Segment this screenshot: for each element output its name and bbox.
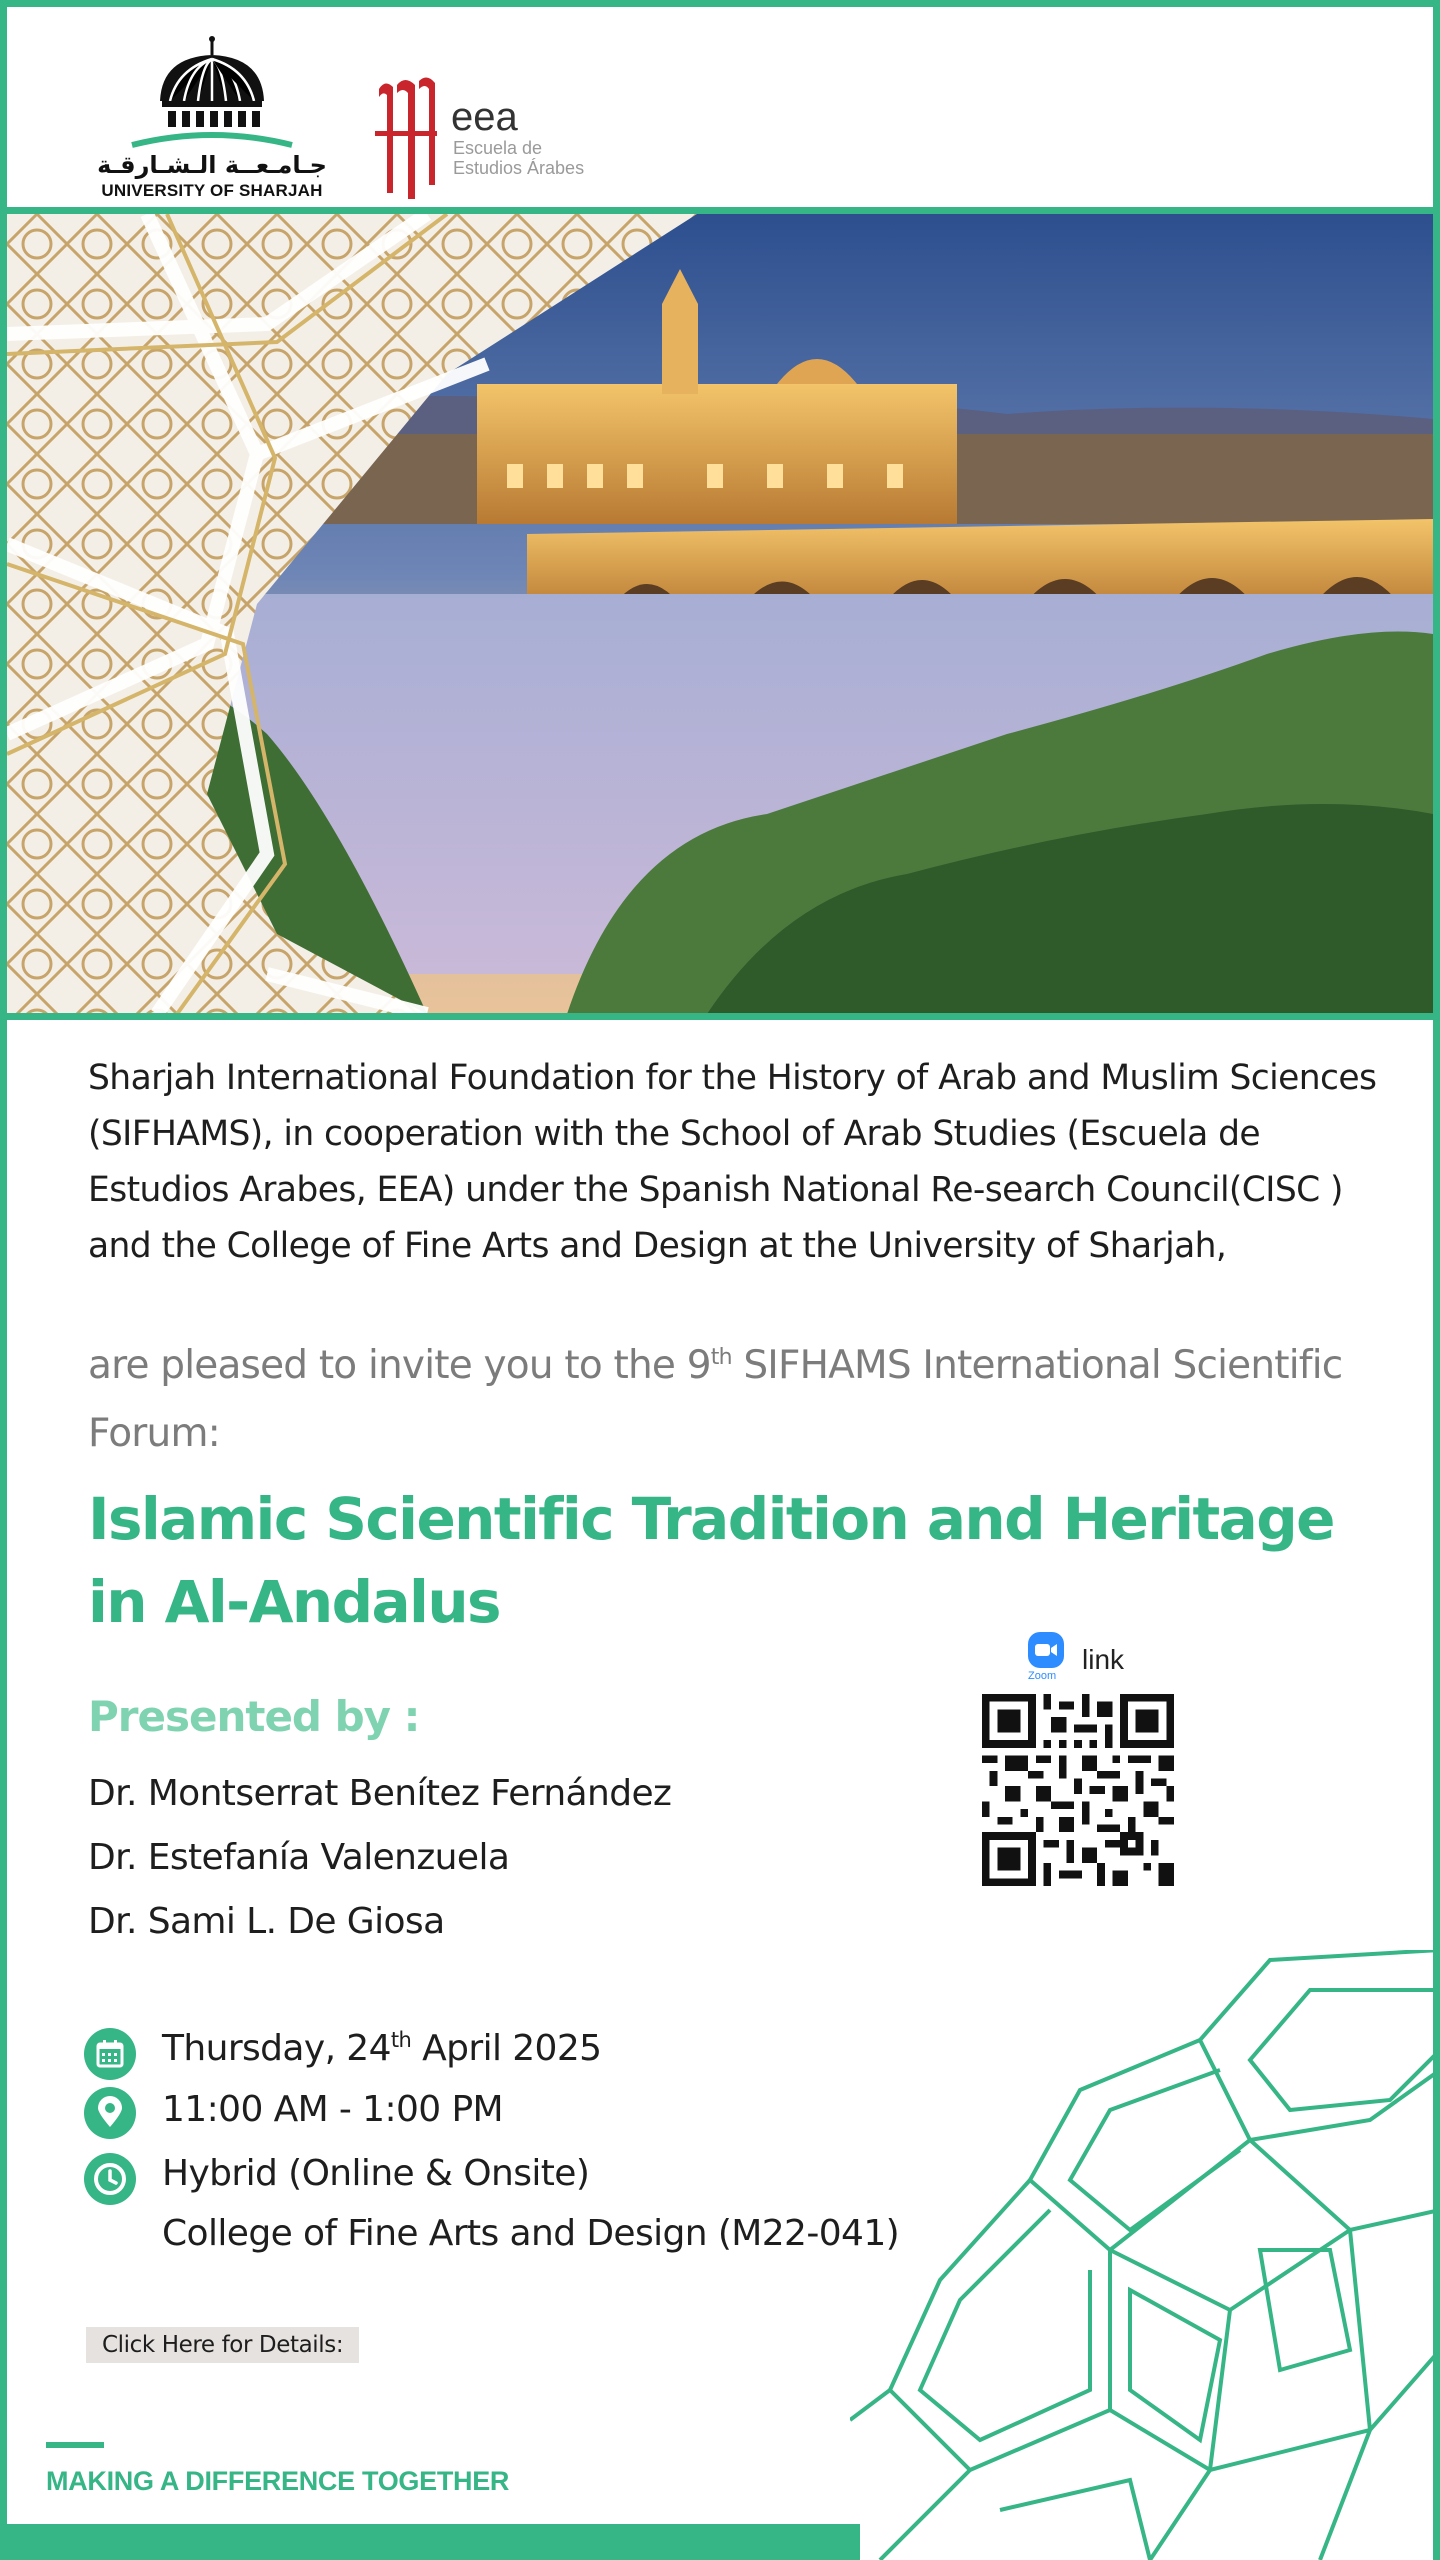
- eea-short-name: eea: [451, 95, 518, 139]
- zoom-link[interactable]: link: [1082, 1644, 1125, 1675]
- tagline: MAKING A DIFFERENCE TOGETHER: [46, 2466, 510, 2496]
- zoom-caption: Zoom: [1028, 1670, 1057, 1682]
- invitation-text: [88, 1332, 1378, 1468]
- presenter-name: Dr. Sami L. De Giosa: [88, 1901, 445, 1942]
- geometric-pattern-decoration: [850, 1950, 1440, 2560]
- tagline-accent-rule: [46, 2442, 104, 2448]
- event-date: [162, 2028, 601, 2069]
- event-date-month-year: April 2025: [411, 2028, 602, 2069]
- eea-full-name-line1: Escuela de: [453, 138, 543, 158]
- event-mode: Hybrid (Online & Onsite): [162, 2153, 590, 2194]
- hero-divider: [0, 1013, 1440, 1020]
- eea-full-name-line2: Estudios Árabes: [453, 158, 585, 178]
- eea-columns-icon: [375, 75, 439, 203]
- qr-code-icon[interactable]: [982, 1694, 1174, 1886]
- intro-paragraph: Sharjah International Foundation for the History of Arab and Muslim Sciences (SIFHAMS), in cooperation with the School of Arab Studies (Escuela de Estudios Arabes, EEA) under the Spanish National Re-search Council(CISC ) and the College of Fine Arts and Design at the University of Sharjah,: [88, 1058, 1377, 1266]
- university-of-sharjah-logo: [92, 29, 332, 207]
- location-pin-icon: [84, 2087, 136, 2139]
- event-venue: College of Fine Arts and Design (M22-041): [162, 2213, 900, 2254]
- ordinal-suffix: th: [710, 1345, 732, 1370]
- university-name-arabic: جـامـعــة الـشـارقـة: [97, 151, 327, 179]
- footer-bar: [0, 2524, 860, 2560]
- university-name: UNIVERSITY OF SHARJAH: [101, 181, 323, 200]
- hero-image-cordoba-bridge: [7, 214, 1433, 1014]
- invitation-text-start: are pleased to invite you to the 9: [88, 1343, 711, 1388]
- presenter-name: Dr. Montserrat Benítez Fernández: [88, 1773, 672, 1814]
- forum-title: Islamic Scientific Tradition and Heritage in Al-Andalus: [88, 1485, 1334, 1636]
- invitation-text-end: SIFHAMS International Scientific Forum:: [88, 1343, 1343, 1456]
- header: [7, 7, 1433, 213]
- zoom-icon[interactable]: [1026, 1630, 1066, 1670]
- event-date-day: Thursday, 24: [162, 2028, 391, 2069]
- header-divider: [0, 207, 1440, 214]
- presented-by-label: Presented by :: [88, 1692, 420, 1741]
- details-button[interactable]: Click Here for Details:: [86, 2327, 359, 2363]
- presenters-list: [88, 1762, 671, 1954]
- presenter-name: Dr. Estefanía Valenzuela: [88, 1837, 510, 1878]
- event-date-suffix: th: [390, 2028, 412, 2052]
- calendar-icon: [84, 2028, 136, 2080]
- eea-logo: [375, 75, 615, 205]
- clock-icon: [84, 2153, 136, 2205]
- dome-emblem-icon: [92, 29, 332, 149]
- event-time: 11:00 AM - 1:00 PM: [162, 2089, 504, 2130]
